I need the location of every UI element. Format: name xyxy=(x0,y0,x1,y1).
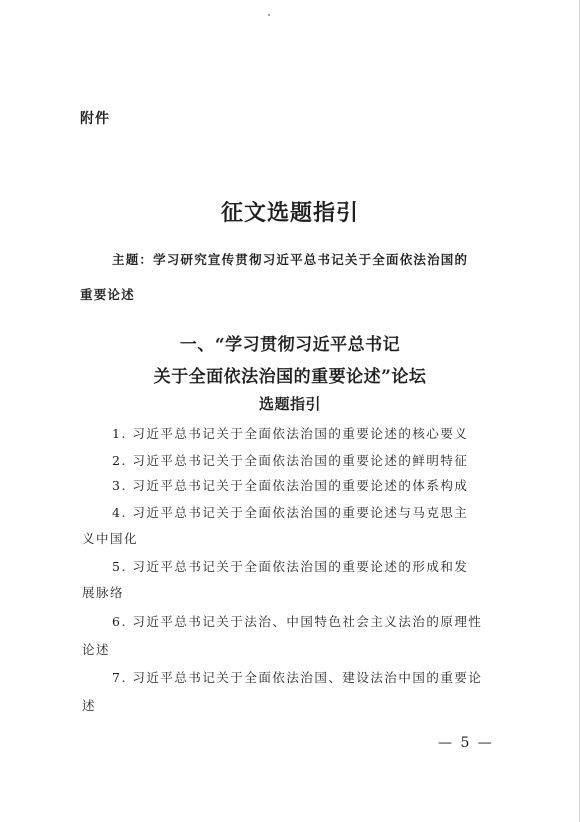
section-heading-line-1: 一、“学习贯彻习近平总书记 xyxy=(179,335,401,355)
topic-item-5-continuation: 展脉络 xyxy=(82,585,125,600)
topic-item-4: 4. 习近平总书记关于全面依法治国的重要论述与马克思主 xyxy=(112,505,469,520)
section-subheading: 选题指引 xyxy=(258,395,321,413)
topic-item-6-continuation: 论述 xyxy=(82,642,111,657)
topic-item-1: 1. 习近平总书记关于全面依法治国的重要论述的核心要义 xyxy=(112,426,469,441)
topic-item-5: 5. 习近平总书记关于全面依法治国的重要论述的形成和发 xyxy=(112,559,469,574)
attachment-label: 附件 xyxy=(80,111,110,127)
topic-item-3: 3. 习近平总书记关于全面依法治国的重要论述的体系构成 xyxy=(112,478,469,493)
section-heading-line-2: 关于全面依法治国的重要论述”论坛 xyxy=(153,367,427,387)
topic-item-6: 6. 习近平总书记关于法治、中国特色社会主义法治的原理性 xyxy=(112,614,483,629)
page-number: — 5 — xyxy=(438,735,494,751)
topic-item-7-continuation: 述 xyxy=(82,698,97,713)
document-title: 征文选题指引 xyxy=(220,200,359,226)
topic-item-4-continuation: 义中国化 xyxy=(82,531,139,546)
theme-line-2: 重要论述 xyxy=(80,287,135,302)
theme-line-1: 主题：学习研究宣传贯彻习近平总书记关于全面依法治国的 xyxy=(112,252,469,267)
topic-item-2: 2. 习近平总书记关于全面依法治国的重要论述的鲜明特征 xyxy=(112,453,469,468)
topic-item-7: 7. 习近平总书记关于全面依法治国、建设法治中国的重要论 xyxy=(112,670,483,685)
scan-speck xyxy=(268,14,270,16)
